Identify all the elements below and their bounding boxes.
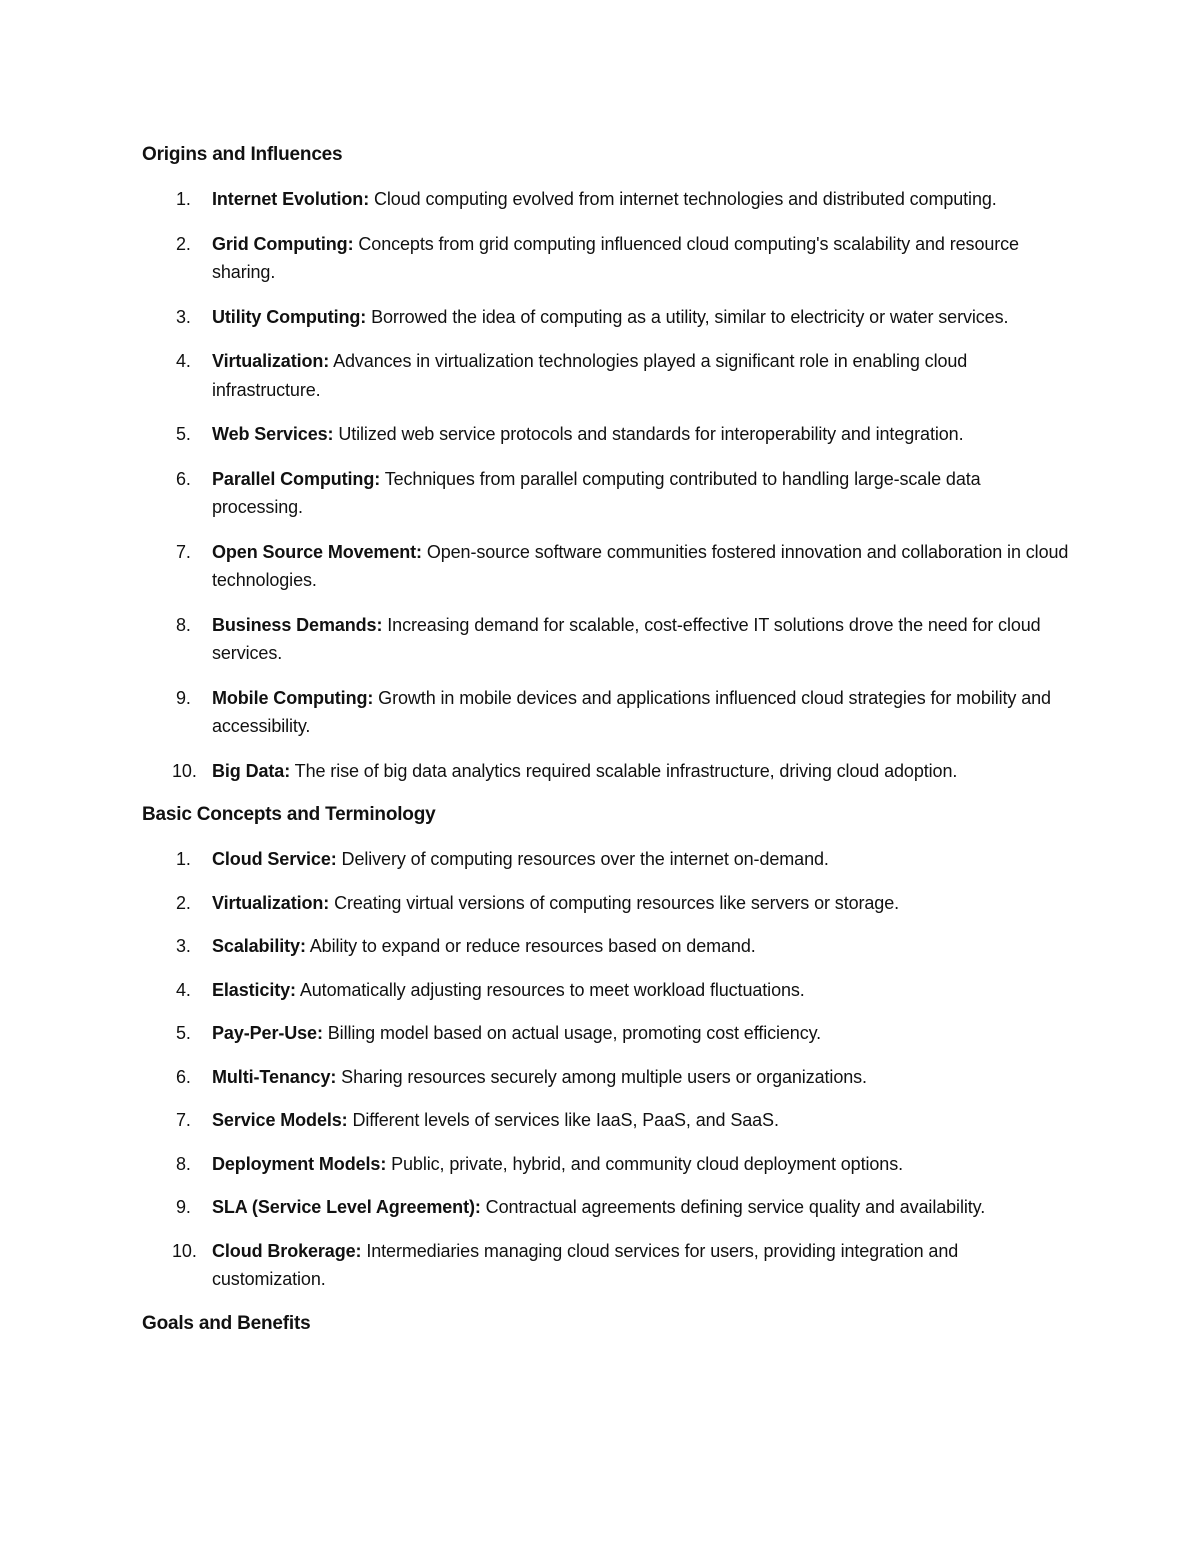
list-number: 5. <box>176 424 191 444</box>
list-number: 2. <box>176 892 191 913</box>
list-number: 4. <box>176 351 191 371</box>
list-term: Open Source Movement: <box>212 541 422 562</box>
list-number: 2. <box>176 233 191 254</box>
list-text: Concepts from grid computing influenced cloud computing's scalability and resource sharing. <box>212 233 1019 282</box>
origins-list <box>142 185 1072 785</box>
list-item <box>142 932 1072 961</box>
list-number: 10. <box>172 760 197 781</box>
list-number: 1. <box>176 849 191 869</box>
list-term: Internet Evolution: <box>212 189 370 209</box>
list-text: Public, private, hybrid, and community cloud deployment options. <box>386 1153 903 1174</box>
section-heading-goals-benefits: Goals and Benefits <box>142 1312 311 1334</box>
list-item <box>142 1019 1072 1048</box>
list-term: Elasticity: <box>212 979 296 1000</box>
basic-concepts-list <box>142 845 1072 1294</box>
list-number: 4. <box>176 979 191 1000</box>
list-text: Ability to expand or reduce resources based on demand. <box>305 936 756 956</box>
list-term: Parallel Computing: <box>212 468 381 489</box>
list-text: Advances in virtualization technologies played a significant role in enabling cloud infrastructure. <box>212 351 968 400</box>
list-term: Pay-Per-Use: <box>212 1023 323 1043</box>
list-text: Cloud computing evolved from internet technologies and distributed computing. <box>369 189 997 209</box>
list-term: Utility Computing: <box>212 306 367 327</box>
list-number: 8. <box>176 614 191 635</box>
list-item <box>142 889 1072 918</box>
list-text: Automatically adjusting resources to meet workload fluctuations. <box>295 979 805 1000</box>
list-text: Delivery of computing resources over the internet on-demand. <box>336 849 829 869</box>
section-heading-origins: Origins and Influences <box>142 144 343 165</box>
list-item <box>142 976 1072 1005</box>
list-text: Billing model based on actual usage, promoting cost efficiency. <box>322 1023 822 1043</box>
list-term: SLA (Service Level Agreement): <box>212 1197 481 1217</box>
list-item <box>142 303 1072 332</box>
list-term: Cloud Service: <box>212 849 337 869</box>
list-item <box>142 611 1072 668</box>
list-item <box>142 1063 1072 1092</box>
list-item <box>142 757 1072 786</box>
document-body <box>142 141 1072 1338</box>
list-item <box>142 420 1072 449</box>
list-term: Virtualization: <box>212 351 330 371</box>
list-text: Growth in mobile devices and applications influenced cloud strategies for mobility and accessibility. <box>212 687 1051 736</box>
list-item <box>142 185 1072 214</box>
list-term: Service Models: <box>212 1110 348 1130</box>
list-text: Borrowed the idea of computing as a utility, similar to electricity or water services. <box>366 306 1009 327</box>
list-text: Utilized web service protocols and standards for interoperability and integration. <box>333 424 964 444</box>
list-number: 1. <box>176 189 191 209</box>
list-term: Cloud Brokerage: <box>212 1240 362 1261</box>
list-item <box>142 465 1072 522</box>
list-text: Creating virtual versions of computing resources like servers or storage. <box>329 892 900 913</box>
list-term: Grid Computing: <box>212 233 354 254</box>
list-text: Sharing resources securely among multiple users or organizations. <box>336 1066 867 1087</box>
list-item <box>142 230 1072 287</box>
list-number: 6. <box>176 468 191 489</box>
list-term: Virtualization: <box>212 892 330 913</box>
list-text: Different levels of services like IaaS, PaaS, and SaaS. <box>347 1110 779 1130</box>
list-text: Open-source software communities fostered innovation and collaboration in cloud technologies. <box>212 541 1069 590</box>
list-text: Contractual agreements defining service quality and availability. <box>480 1197 986 1217</box>
list-term: Mobile Computing: <box>212 687 374 708</box>
list-number: 7. <box>176 541 191 562</box>
list-text: Increasing demand for scalable, cost-effective IT solutions drove the need for cloud services. <box>212 614 1041 663</box>
list-term: Scalability: <box>212 936 306 956</box>
list-term: Business Demands: <box>212 614 383 635</box>
list-item <box>142 1106 1072 1135</box>
list-text: Intermediaries managing cloud services for users, providing integration and customization. <box>212 1240 959 1289</box>
section-heading-basic-concepts: Basic Concepts and Terminology <box>142 804 436 825</box>
list-number: 9. <box>176 687 191 708</box>
list-term: Big Data: <box>212 760 291 781</box>
list-number: 3. <box>176 936 191 956</box>
list-term: Deployment Models: <box>212 1153 387 1174</box>
list-term: Multi-Tenancy: <box>212 1066 337 1087</box>
list-text: Techniques from parallel computing contributed to handling large-scale data processing. <box>212 468 981 517</box>
list-number: 3. <box>176 306 191 327</box>
list-number: 9. <box>176 1197 191 1217</box>
list-item <box>142 1193 1072 1222</box>
list-item <box>142 347 1072 404</box>
list-item <box>142 538 1072 595</box>
list-item <box>142 845 1072 874</box>
list-text: The rise of big data analytics required scalable infrastructure, driving cloud adoption. <box>290 760 958 781</box>
list-number: 8. <box>176 1153 191 1174</box>
list-item <box>142 684 1072 741</box>
list-number: 6. <box>176 1066 191 1087</box>
list-number: 10. <box>172 1240 197 1261</box>
list-item <box>142 1237 1072 1294</box>
list-number: 5. <box>176 1023 191 1043</box>
list-number: 7. <box>176 1110 191 1130</box>
list-item <box>142 1150 1072 1179</box>
list-term: Web Services: <box>212 424 334 444</box>
